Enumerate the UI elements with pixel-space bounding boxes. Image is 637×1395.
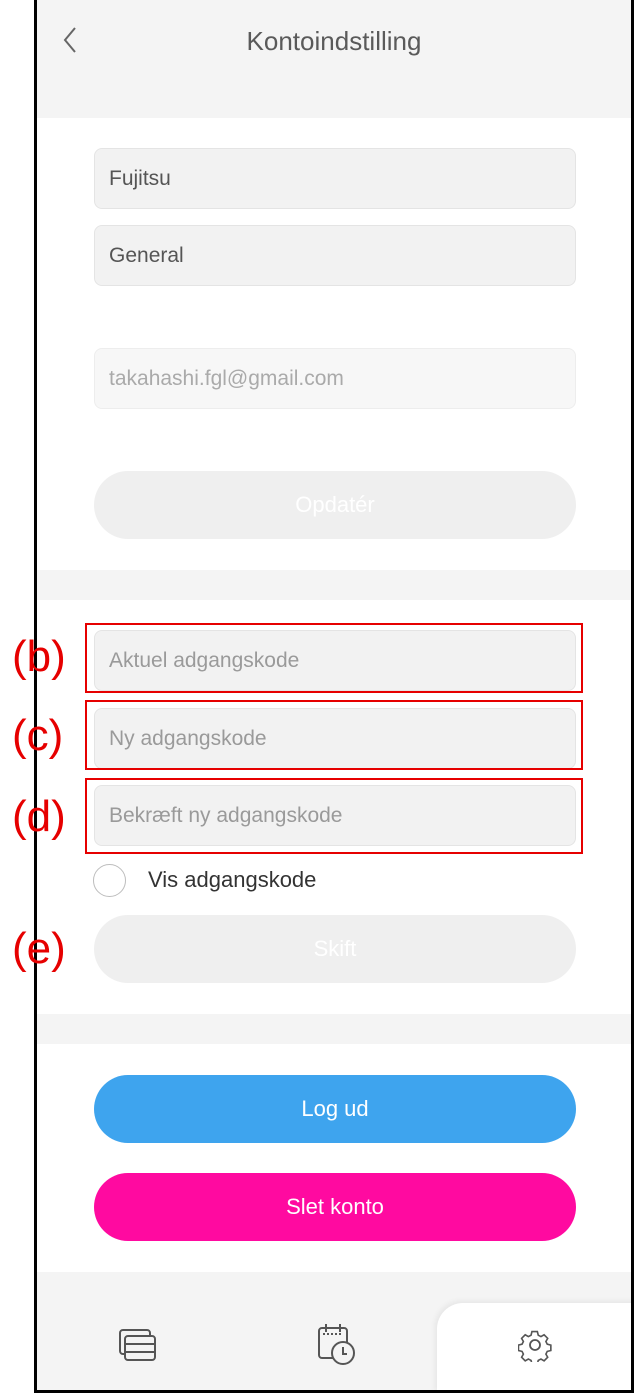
show-password-radio[interactable] xyxy=(93,864,126,897)
password-card xyxy=(37,600,631,1014)
email-field xyxy=(94,348,576,409)
profile-card xyxy=(37,118,631,570)
header xyxy=(37,0,631,118)
schedule-timer-icon xyxy=(315,1322,359,1368)
delete-account-button[interactable]: Slet konto xyxy=(94,1173,576,1241)
last-name-input[interactable] xyxy=(109,244,575,268)
last-name-field[interactable] xyxy=(94,225,576,286)
show-password-label: Vis adgangskode xyxy=(148,867,317,892)
annotation-label-d: (d) xyxy=(12,792,66,841)
annotation-label-b: (b) xyxy=(12,632,66,681)
phone-frame xyxy=(34,0,634,1393)
confirm-password-field[interactable] xyxy=(94,785,576,846)
email-value: takahashi.fgl@gmail.com xyxy=(109,366,344,390)
confirm-password-input[interactable] xyxy=(109,804,575,828)
account-actions-card xyxy=(37,1044,631,1272)
first-name-input[interactable] xyxy=(109,167,575,191)
annotation-label-e: (e) xyxy=(12,924,66,973)
first-name-field[interactable] xyxy=(94,148,576,209)
current-password-input[interactable] xyxy=(109,649,575,673)
annotation-label-c: (c) xyxy=(12,711,64,760)
logout-button[interactable]: Log ud xyxy=(94,1075,576,1143)
current-password-field[interactable] xyxy=(94,630,576,691)
tab-devices[interactable] xyxy=(107,1318,167,1372)
new-password-field[interactable] xyxy=(94,708,576,769)
tab-settings[interactable] xyxy=(505,1318,565,1372)
tab-schedule[interactable] xyxy=(307,1318,367,1372)
gear-icon xyxy=(518,1328,552,1362)
devices-icon xyxy=(117,1327,157,1363)
show-password-toggle[interactable] xyxy=(93,860,316,900)
new-password-input[interactable] xyxy=(109,727,575,751)
change-password-button[interactable]: Skift xyxy=(94,915,576,983)
page-title: Kontoindstilling xyxy=(246,26,422,56)
update-button[interactable]: Opdatér xyxy=(94,471,576,539)
